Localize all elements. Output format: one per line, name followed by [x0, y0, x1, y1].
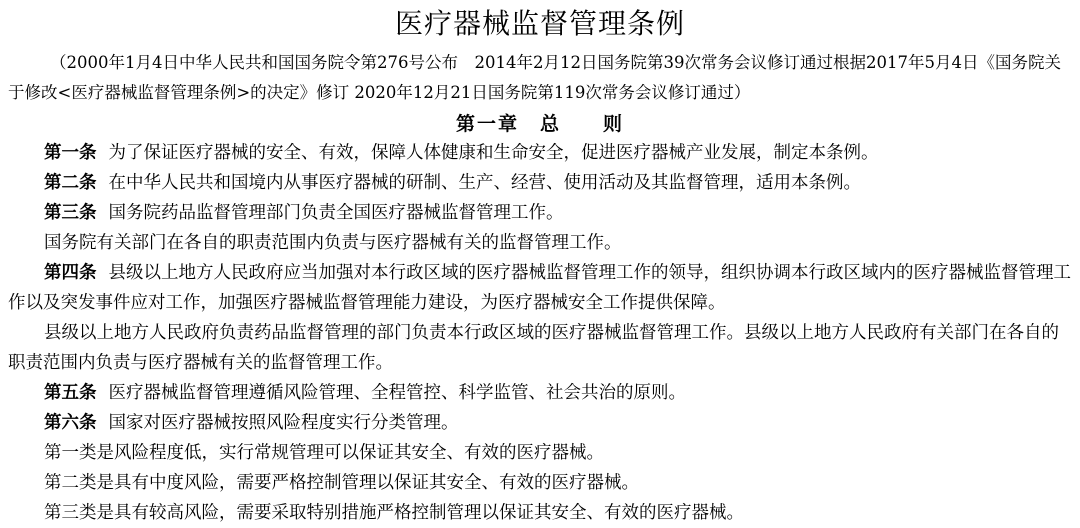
paragraph-continuation [8, 318, 1076, 378]
paragraph-article-5 [8, 378, 1076, 408]
paragraph-class-three [8, 498, 1076, 528]
paragraph-class-two [8, 468, 1076, 498]
paragraph-text: 第三类是具有较高风险，需要采取特别措施严格控制管理以保证其安全、有效的医疗器械。 [44, 503, 744, 523]
paragraph-article-2 [8, 168, 1076, 198]
paragraph-article-6 [8, 408, 1076, 438]
paragraph-text: 县级以上地方人民政府应当加强对本行政区域的医疗器械监督管理工作的领导，组织协调本行政区域内的医疗器械监督管理工作以及突发事件应对工作，加强医疗器械监督管理能力建设，为医疗器械安全工作提供保障。 [8, 263, 1071, 313]
document-subtitle [8, 48, 1074, 108]
paragraph-article-4 [8, 258, 1076, 318]
paragraph-continuation [8, 228, 1076, 258]
article-number: 第一条 [44, 143, 97, 163]
paragraph-class-one [8, 438, 1076, 468]
paragraph-text: 县级以上地方人民政府负责药品监督管理的部门负责本行政区域的医疗器械监督管理工作。县级以上地方人民政府有关部门在各自的职责范围内负责与医疗器械有关的监督管理工作。 [8, 323, 1059, 373]
article-number: 第三条 [44, 203, 97, 223]
subtitle-text: （2000年1月4日中华人民共和国国务院令第276号公布 2014年2月12日国务院第39次常务会议修订通过根据2017年5月4日《国务院关于修改<医疗器械监督管理条例>的决定》修订 2020年12月21日国务院第119次常务会议修订通过） [8, 53, 1061, 102]
paragraph-article-1 [8, 138, 1076, 168]
paragraph-text: 为了保证医疗器械的安全、有效，保障人体健康和生命安全，促进医疗器械产业发展，制定本条例。 [108, 143, 879, 163]
article-number: 第四条 [44, 263, 97, 283]
article-number: 第五条 [44, 383, 97, 403]
document-title: 医疗器械监督管理条例 [394, 7, 685, 40]
paragraph-text: 第二类是具有中度风险，需要严格控制管理以保证其安全、有效的医疗器械。 [44, 473, 639, 493]
paragraph-article-3 [8, 198, 1076, 228]
paragraph-text: 第一类是风险程度低，实行常规管理可以保证其安全、有效的医疗器械。 [44, 443, 604, 463]
chapter-heading: 第一章 总 则 [455, 113, 624, 135]
paragraph-text: 国务院有关部门在各自的职责范围内负责与医疗器械有关的监督管理工作。 [44, 233, 622, 253]
article-number: 第六条 [44, 413, 97, 433]
document-body [8, 138, 1076, 528]
paragraph-text: 国务院药品监督管理部门负责全国医疗器械监督管理工作。 [108, 203, 564, 223]
article-number: 第二条 [44, 173, 97, 193]
paragraph-text: 在中华人民共和国境内从事医疗器械的研制、生产、经营、使用活动及其监督管理，适用本条例。 [108, 173, 861, 193]
paragraph-text: 医疗器械监督管理遵循风险管理、全程管控、科学监管、社会共治的原则。 [108, 383, 686, 403]
paragraph-text: 国家对医疗器械按照风险程度实行分类管理。 [108, 413, 459, 433]
